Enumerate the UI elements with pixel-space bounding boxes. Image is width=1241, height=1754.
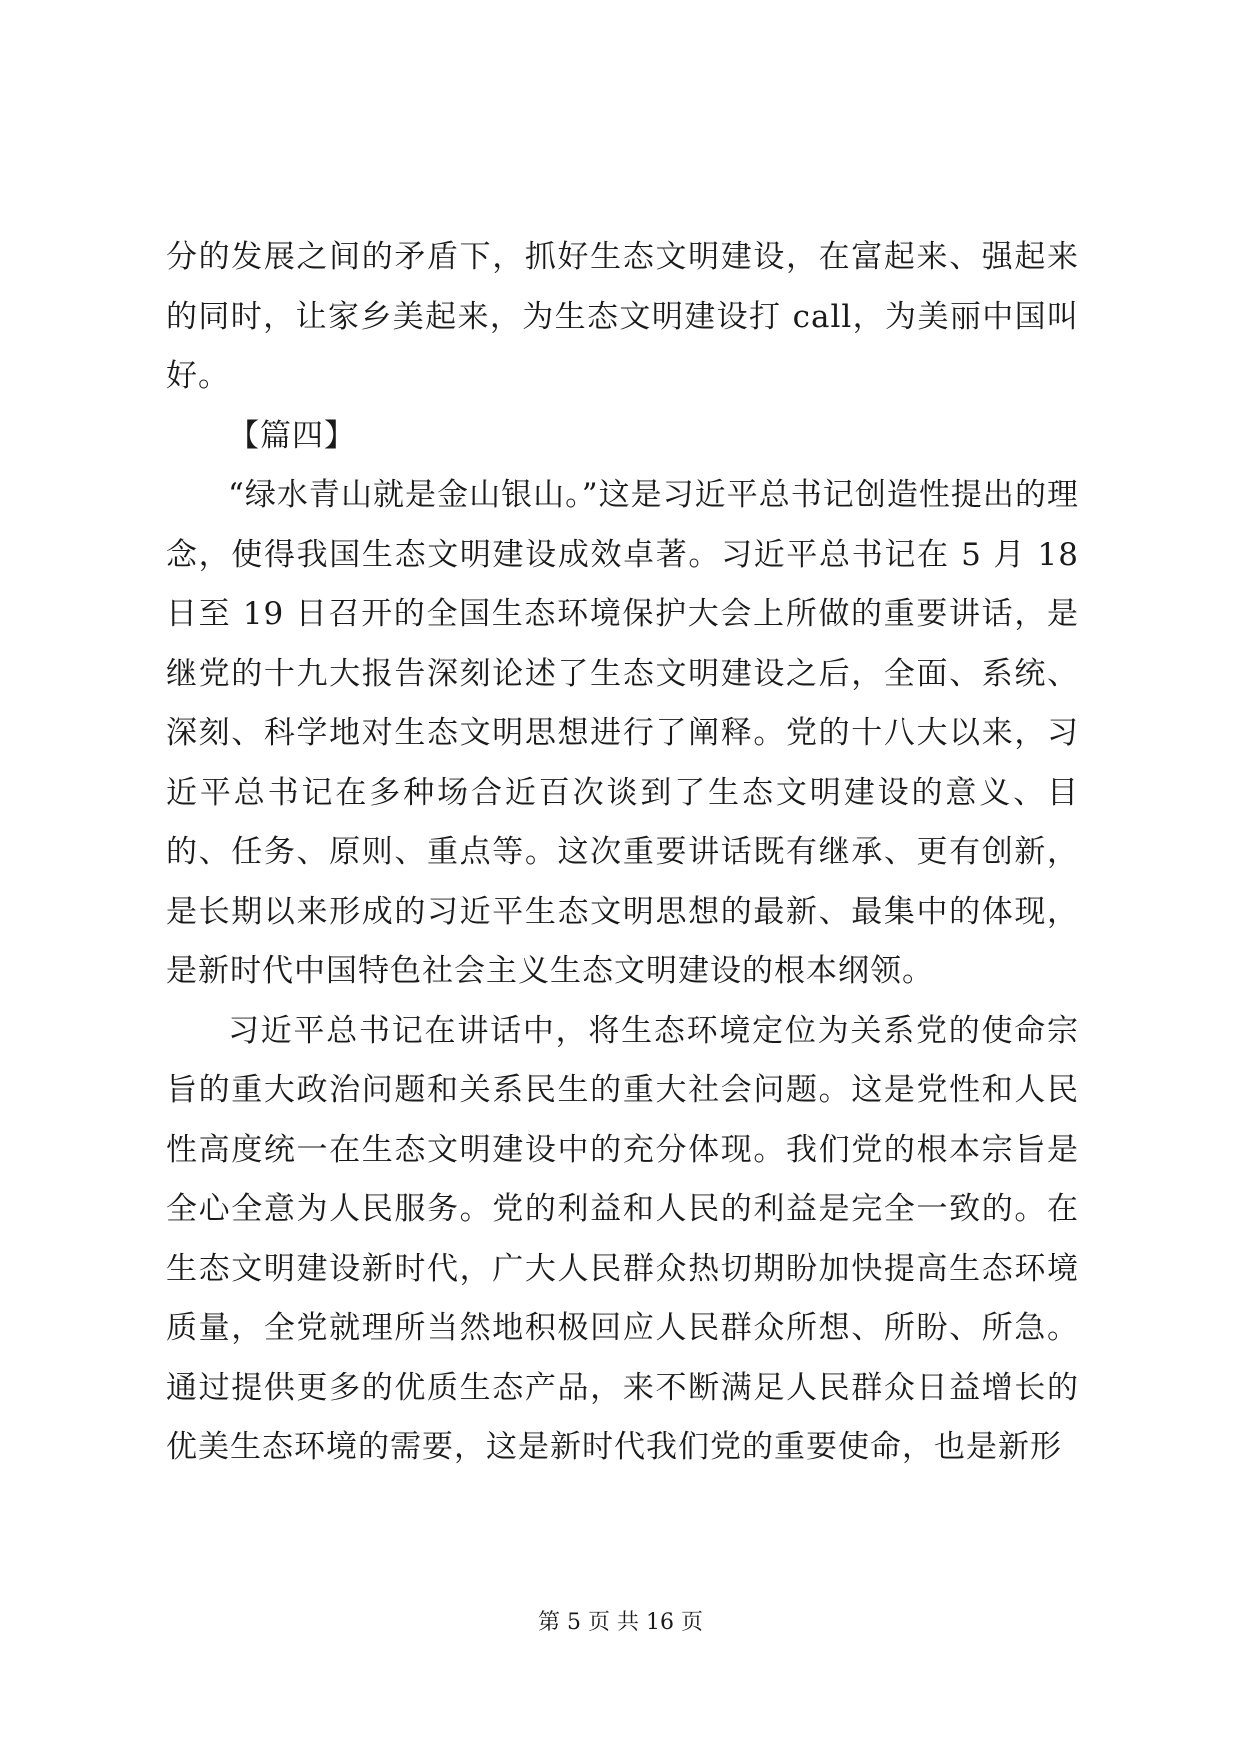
page-number-footer: 第 5 页 共 16 页 xyxy=(538,1610,703,1635)
paragraph-body: “绿水青山就是金山银山。”这是习近平总书记创造性提出的理念，使得我国生态文明建设成效卓著。习近平总书记在 5 月 18 日至 19 日召开的全国生态环境保护大会上所做的重要讲话，是继党的十九大报告深刻论述了生态文明建设之后，全面、系统、深刻、科学地对生态文明思想进行了阐释。党的十八大以来，习近平总书记在多种场合近百次谈到了生态文明建设的意义、目的、任务、原则、重点等。这次重要讲话既有继承、更有创新，是长期以来形成的习近平生态文明思想的最新、最集中的体现，是新时代中国特色社会主义生态文明建设的根本纲领。 xyxy=(166,477,1079,989)
paragraph-continuation: 分的发展之间的矛盾下，抓好生态文明建设，在富起来、强起来的同时，让家乡美起来，为生态文明建设打 call，为美丽中国叫好。 xyxy=(166,239,1079,394)
paragraph-body: 习近平总书记在讲话中，将生态环境定位为关系党的使命宗旨的重大政治问题和关系民生的重大社会问题。这是党性和人民性高度统一在生态文明建设中的充分体现。我们党的根本宗旨是全心全意为人民服务。党的利益和人民的利益是完全一致的。在生态文明建设新时代，广大人民群众热切期盼加快提高生态环境质量，全党就理所当然地积极回应人民群众所想、所盼、所急。通过提供更多的优质生态产品，来不断满足人民群众日益增长的优美生态环境的需要，这是新时代我们党的重要使命，也是新形 xyxy=(166,1012,1079,1465)
section-heading: 【篇四】 xyxy=(228,417,356,454)
document-body xyxy=(166,228,1079,1478)
